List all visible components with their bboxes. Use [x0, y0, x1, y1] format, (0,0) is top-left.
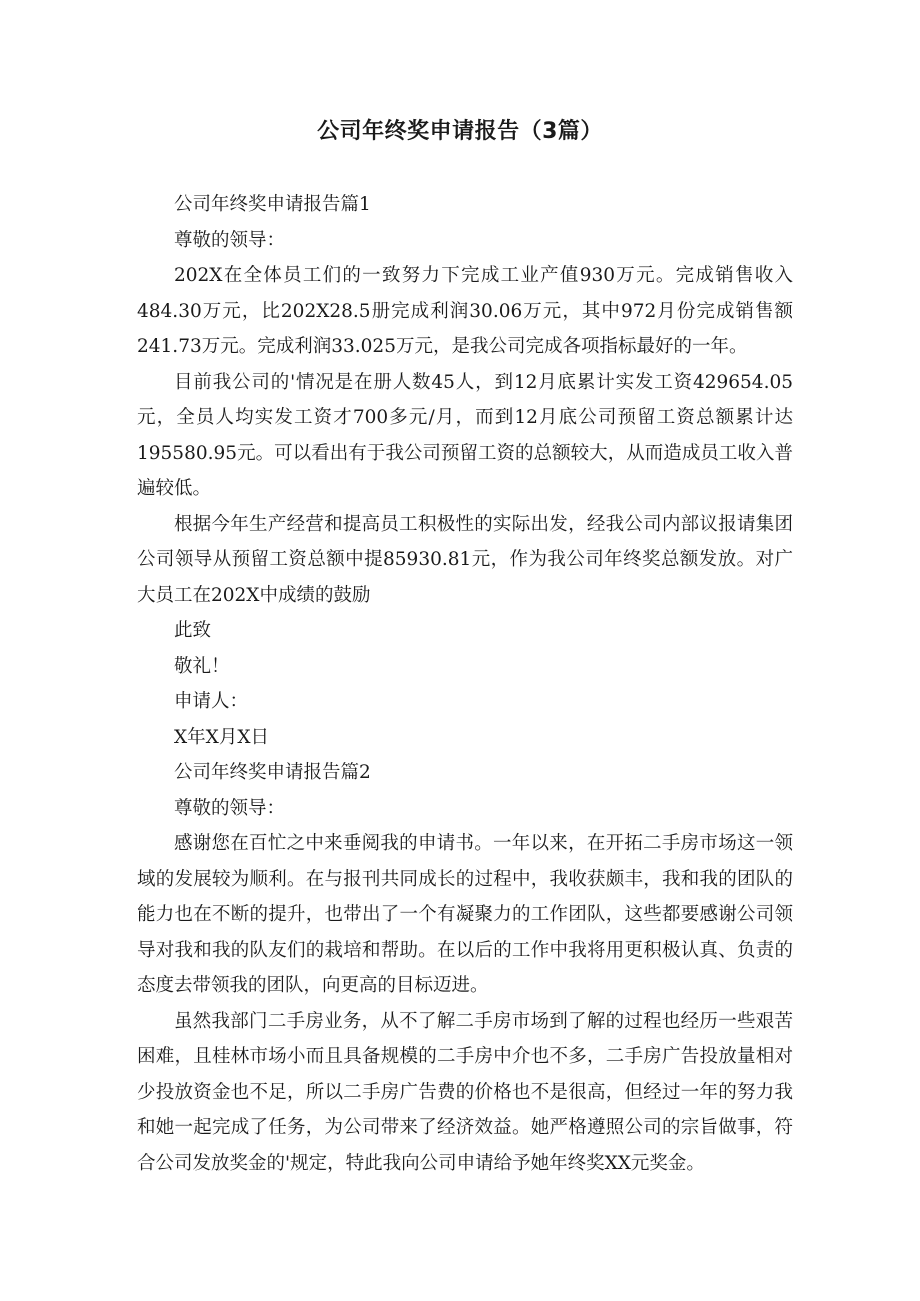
document-body [137, 187, 793, 1181]
document-title: 公司年终奖申请报告（3篇） [317, 119, 603, 144]
section-heading-2: 公司年终奖申请报告篇2 [174, 762, 371, 783]
closing-line: 敬礼！ [174, 655, 230, 677]
closing-line: 此致 [174, 620, 212, 641]
paragraph: 根据今年生产经营和提高员工积极性的实际出发，经我公司内部议报请集团公司领导从预留工资总额中提85930.81元，作为我公司年终奖总额发放。对广大员工在202X中成绩的鼓励 [137, 513, 793, 606]
paragraph: 202X在全体员工们的一致努力下完成工业产值930万元。完成销售收入484.30万元，比202X28.5册完成利润30.06万元，其中972月份完成销售额241.73万元。完成利润33.025万元，是我公司完成各项指标最好的一年。 [137, 265, 793, 357]
applicant-line: 申请人： [174, 691, 249, 712]
date-line: X年X月X日 [174, 726, 270, 748]
paragraph: 虽然我部门二手房业务，从不了解二手房市场到了解的过程也经历一些艰苦困难，且桂林市场小而且具备规模的二手房中介也不多，二手房广告投放量相对少投放资金也不足，所以二手房广告费的价格也不是很高，但经过一年的努力我和她一起完成了任务，为公司带来了经济效益。她严格遵照公司的宗旨做事，符合公司发放奖金的'规定，特此我向公司申请给予她年终奖XX元奖金。 [137, 1010, 793, 1174]
salutation: 尊敬的领导： [174, 797, 286, 819]
paragraph: 目前我公司的'情况是在册人数45人，到12月底累计实发工资429654.05元，全员人均实发工资才700多元/月，而到12月底公司预留工资总额累计达195580.95元。可以看出有于我公司预留工资的总额较大，从而造成员工收入普遍较低。 [137, 371, 793, 499]
salutation: 尊敬的领导： [174, 229, 286, 251]
section-heading-1: 公司年终奖申请报告篇1 [174, 194, 371, 215]
paragraph: 感谢您在百忙之中来垂阅我的申请书。一年以来，在开拓二手房市场这一领域的发展较为顺利。在与报刊共同成长的过程中，我收获颇丰，我和我的团队的能力也在不断的提升，也带出了一个有凝聚力的工作团队，这些都要感谢公司领导对我和我的队友们的栽培和帮助。在以后的工作中我将用更积极认真、负责的态度去带领我的团队，向更高的目标迈进。 [137, 833, 793, 996]
